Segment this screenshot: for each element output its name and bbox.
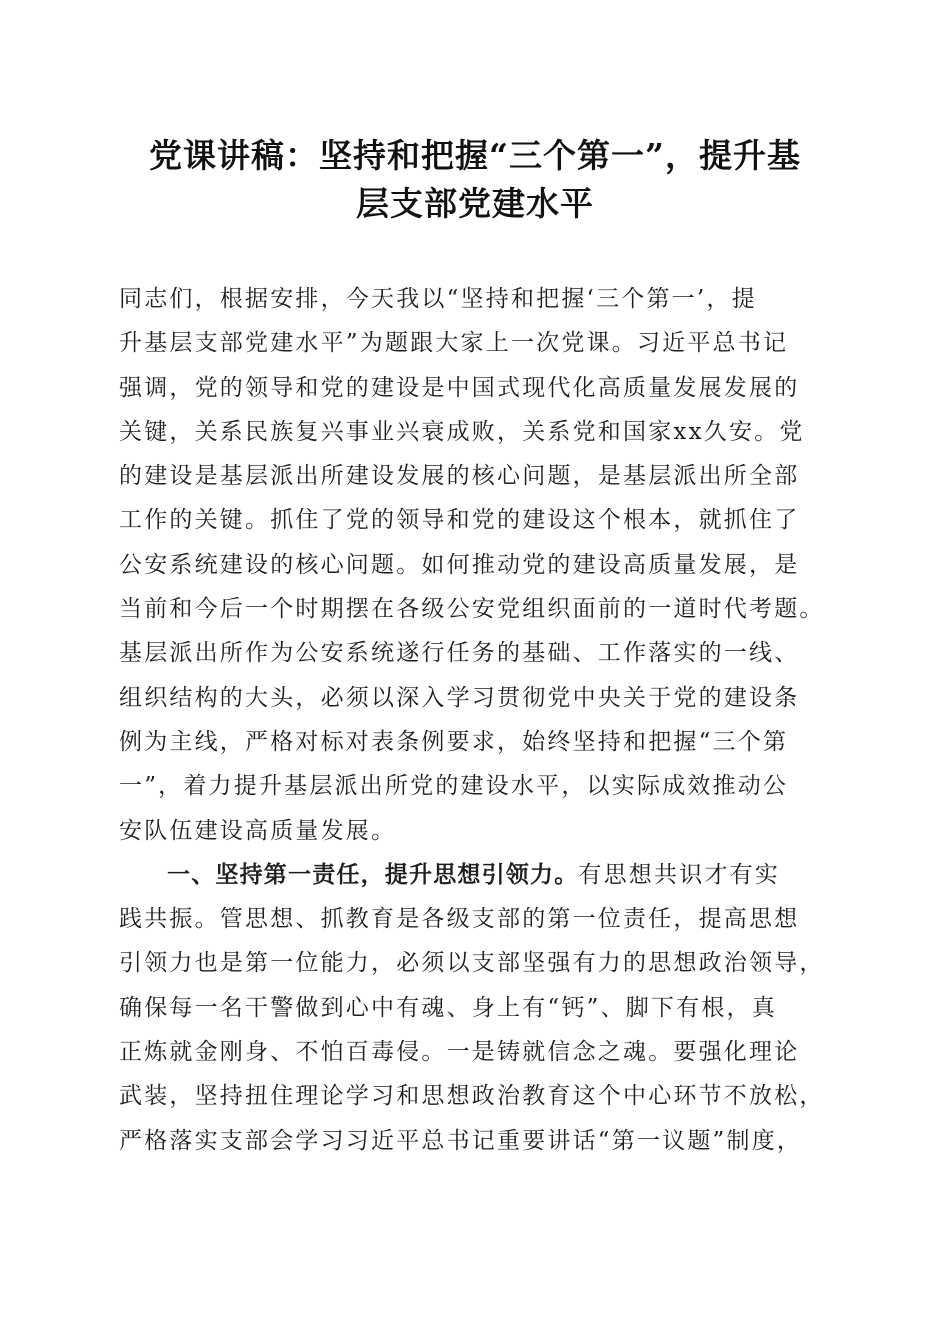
paragraph-line: 强调，党的领导和党的建设是中国式现代化高质量发展发展的 xyxy=(119,374,800,401)
paragraph-line: 确保每一名干警做到心中有魂、身上有“钙”、脚下有根，真 xyxy=(119,994,777,1021)
paragraph-line: 当前和今后一个时期摆在各级公安党组织面前的一道时代考题。 xyxy=(119,596,825,623)
section-first-line-text: 有思想共识才有实 xyxy=(578,861,781,888)
title-line: 党课讲稿：坚持和把握“三个第一”，提升基 xyxy=(149,136,801,175)
document-title xyxy=(100,132,850,228)
paragraph-line: 组织结构的大头，必须以深入学习贯彻党中央关于党的建设条 xyxy=(119,684,800,711)
paragraph-line: 公安系统建设的核心问题。如何推动党的建设高质量发展，是 xyxy=(119,551,800,578)
paragraph-line: 践共振。管思想、抓教育是各级支部的第一位责任，提高思想 xyxy=(119,906,800,933)
title-line: 层支部党建水平 xyxy=(356,184,594,223)
paragraph-line: 工作的关键。抓住了党的领导和党的建设这个根本，就抓住了 xyxy=(119,507,800,534)
section-heading: 一、坚持第一责任，提升思想引领力。 xyxy=(167,861,579,888)
paragraph-line: 例为主线，严格对标对表条例要求，始终坚持和把握“三个第 xyxy=(119,728,789,755)
paragraph-line: 严格落实支部会学习习近平总书记重要讲话“第一议题”制度， xyxy=(119,1127,803,1154)
paragraph-line: 武装，坚持扭住理论学习和思想政治教育这个中心环节不放松， xyxy=(119,1083,825,1110)
paragraph-line: 引领力也是第一位能力，必须以支部坚强有力的思想政治领导， xyxy=(119,950,825,977)
paragraph-line: 的建设是基层派出所建设发展的核心问题，是基层派出所全部 xyxy=(119,463,800,490)
paragraph-line: 正炼就金刚身、不怕百毒侵。一是铸就信念之魂。要强化理论 xyxy=(119,1039,800,1066)
document-body xyxy=(119,277,839,1163)
paragraph-line: 同志们，根据安排，今天我以“坚持和把握‘三个第一’，提 xyxy=(119,286,757,312)
paragraph-line: 关键，关系民族复兴事业兴衰成败，关系党和国家xx久安。党 xyxy=(119,418,805,445)
paragraph-line: 升基层支部党建水平”为题跟大家上一次党课。习近平总书记 xyxy=(119,330,789,357)
paragraph-line: 基层派出所作为公安系统遂行任务的基础、工作落实的一线、 xyxy=(119,640,800,667)
paragraph-line: 一”，着力提升基层派出所党的建设水平，以实际成效推动公 xyxy=(119,773,789,800)
section-first-line xyxy=(119,853,839,897)
paragraph-line: 安队伍建设高质量发展。 xyxy=(119,817,397,844)
